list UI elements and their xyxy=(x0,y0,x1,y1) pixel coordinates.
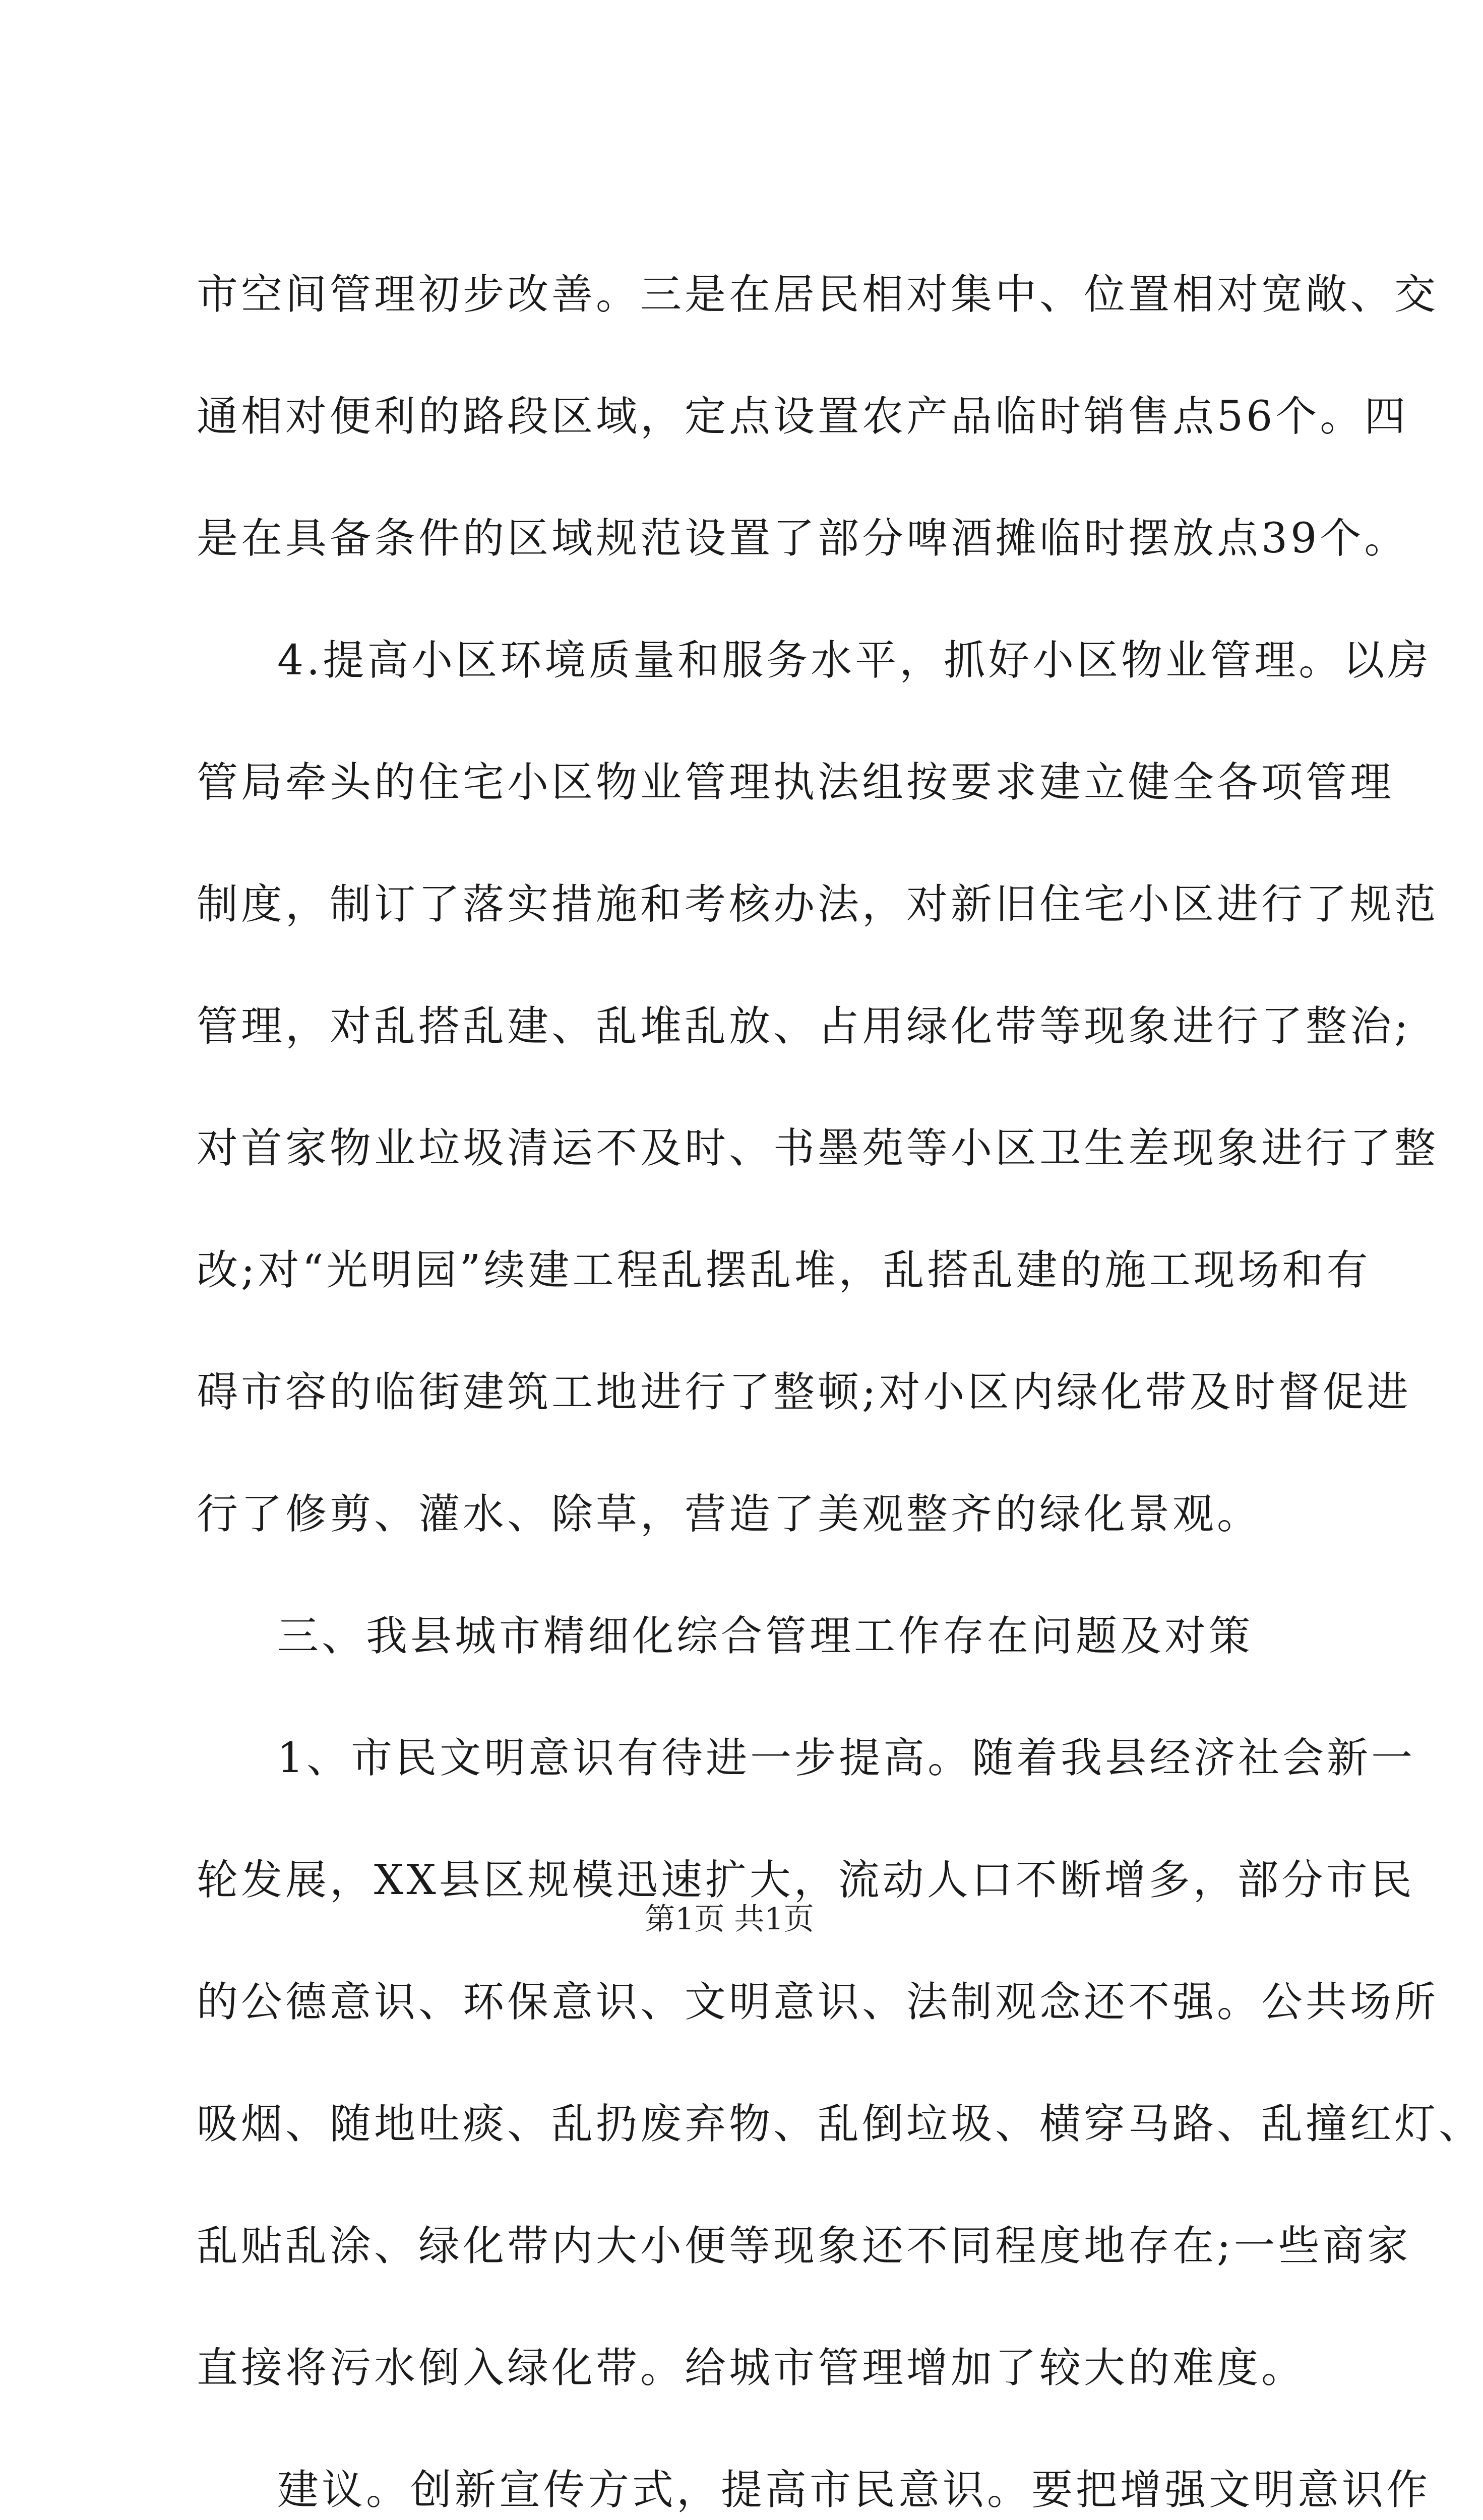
paragraph-start-line: 建议。创新宣传方式，提高市民意识。要把增强文明意识作 xyxy=(277,2466,1431,2514)
text-line: 直接将污水倒入绿化带。给城市管理增加了较大的难度。 xyxy=(197,2344,1306,2392)
text-line: 的公德意识、环保意识、文明意识、法制观念还不强。公共场所 xyxy=(197,1978,1439,2026)
document-body xyxy=(197,267,1483,2520)
text-line: 碍市容的临街建筑工地进行了整顿;对小区内绿化带及时督促进 xyxy=(197,1368,1411,1416)
text-line: 管局牵头的住宅小区物业管理执法组按要求建立健全各项管理 xyxy=(197,759,1395,806)
text-line: 行了修剪、灌水、除草，营造了美观整齐的绿化景观。 xyxy=(197,1490,1262,1538)
page-number-footer: 第1页 共1页 xyxy=(645,1902,814,1937)
paragraph-start-line: 4.提高小区环境质量和服务水平，抓好小区物业管理。以房 xyxy=(277,637,1432,684)
text-line: 通相对便利的路段区域，定点设置农产品临时销售点56个。四 xyxy=(197,393,1409,440)
text-line: 管理，对乱搭乱建、乱堆乱放、占用绿化带等现象进行了整治; xyxy=(197,1002,1411,1050)
text-line: 乱贴乱涂、绿化带内大小便等现象还不同程度地存在;一些商家 xyxy=(197,2222,1411,2270)
text-line: 轮发展，XX县区规模迅速扩大，流动人口不断增多，部分市民 xyxy=(197,1856,1415,1904)
text-line: 是在具备条件的区域规范设置了部分啤酒摊临时摆放点39个。 xyxy=(197,515,1409,562)
paragraph-start-line: 1、市民文明意识有待进一步提高。随着我县经济社会新一 xyxy=(277,1734,1416,1782)
text-line: 市空间管理初步改善。三是在居民相对集中、位置相对宽敞、交 xyxy=(197,271,1439,319)
text-line: 改;对“光明园”续建工程乱摆乱堆，乱搭乱建的施工现场和有 xyxy=(197,1246,1371,1294)
section-heading: 三、我县城市精细化综合管理工作存在问题及对策 xyxy=(277,1612,1254,1660)
text-line: 制度，制订了落实措施和考核办法，对新旧住宅小区进行了规范 xyxy=(197,880,1439,928)
text-line: 吸烟、随地吐痰、乱扔废弃物、乱倒垃圾、横穿马路、乱撞红灯、 xyxy=(197,2100,1483,2148)
text-line: 对首家物业垃圾清运不及时、书墨苑等小区卫生差现象进行了整 xyxy=(197,1124,1439,1172)
